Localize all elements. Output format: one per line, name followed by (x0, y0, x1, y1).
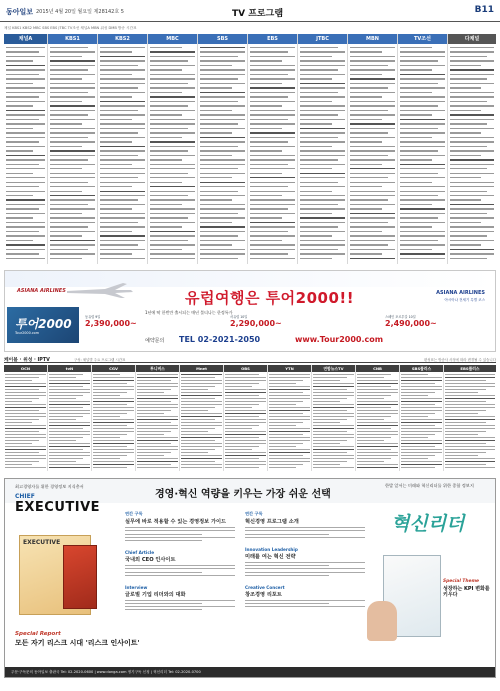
price-label: 서유럽 10일 (230, 315, 248, 319)
travel-banner-ad[interactable] (4, 270, 496, 352)
cover-title: EXECUTIVE (23, 539, 61, 546)
publication-name: 동아일보 (6, 8, 34, 16)
channel-subline: 채널 KBS1 KBS2 MBC SBS EBS JTBC TV조선 채널A MBN 위성 DMB 방송 시간표 (4, 26, 137, 30)
price-value: 2,390,000~ (85, 319, 137, 328)
cable-channel-column (312, 365, 356, 471)
channel-header: KBS2 (98, 34, 147, 44)
ad-block-heading: 연간 구독 (125, 511, 143, 516)
cable-program-listing (269, 374, 310, 471)
program-listing (300, 47, 345, 262)
special-theme-label: Special Theme (443, 579, 480, 584)
cable-channel-header: OCN (4, 365, 47, 372)
cable-program-listing (445, 374, 495, 471)
program-listing (200, 47, 245, 262)
channel-column (248, 34, 298, 264)
cable-channel-column (4, 365, 48, 471)
cable-channel-column (356, 365, 400, 471)
ad-block-title: 미래를 여는 혁신 전략 (245, 553, 296, 560)
page-number: B11 (474, 5, 494, 15)
cable-program-listing (5, 374, 46, 471)
channel-header: TV조선 (398, 34, 447, 44)
page-header (0, 0, 500, 22)
cable-program-listing (357, 374, 398, 471)
cable-channel-column (268, 365, 312, 471)
banner-headline: 유럽여행은 투어2000!! (185, 289, 355, 307)
report-kicker: Special Report (15, 631, 61, 637)
program-listing (50, 47, 95, 262)
channel-column (348, 34, 398, 264)
cable-program-listing (313, 374, 354, 471)
channel-column (198, 34, 248, 264)
cable-legend: 구성: 채널별 주요 프로그램 시간표 (74, 358, 126, 362)
channel-column (298, 34, 348, 264)
ad-block-heading: Interview (125, 584, 148, 590)
channel-column (398, 34, 448, 264)
magazine-cover-image-2 (63, 545, 97, 609)
ad-block (245, 547, 365, 576)
cable-title: 케이블 · 위성 · IPTV (4, 358, 50, 363)
issue-date: 2015년 4월 20일 월요일 제28142호 5 (36, 9, 124, 15)
price-label: 스페인 포르투갈 10일 (385, 315, 416, 319)
phone-label: 예약문의 (145, 338, 165, 344)
cable-channel-column (444, 365, 496, 471)
channel-header: MBC (148, 34, 197, 44)
section-title: TV 프로그램 (232, 9, 284, 19)
channel-column (4, 34, 48, 264)
program-listing (350, 47, 395, 262)
cable-program-listing (93, 374, 134, 471)
price-value: 2,290,000~ (230, 319, 282, 328)
cable-program-listing (225, 374, 266, 471)
airline-brand-sub: 아시아나 전세기 특별 코스 (444, 298, 485, 302)
cable-channel-header: OBS (224, 365, 267, 372)
ad-footer-text: 주문·구독문의 동아일보 출판국 Tel: 02-2020-0600 | www.donga.com 정기구독 신청 | 혁신리더 Tel: 02-2020-0700 (11, 670, 201, 674)
cable-channel-header: YTN (268, 365, 311, 372)
cable-section-header (4, 356, 496, 363)
phone-number[interactable]: TEL 02-2021-2050 (179, 335, 261, 344)
cable-program-listing (401, 374, 442, 471)
channel-column (448, 34, 496, 264)
tour-url-link[interactable]: www.Tour2000.com (295, 335, 384, 344)
cable-schedule-grid (4, 365, 496, 471)
ad-block (125, 550, 235, 576)
ad-block-title: 글로벌 기업 리더와의 대화 (125, 591, 186, 598)
cable-channel-column (180, 365, 224, 471)
channel-column (98, 34, 148, 264)
cable-channel-header: EBS플러스 (444, 365, 496, 372)
ad-block-heading: Creative Concert (245, 584, 285, 590)
cable-channel-header: CNB (356, 365, 399, 372)
ad-block-title: 실무에 바로 적용할 수 있는 경영정보 가이드 (125, 519, 227, 525)
price-list (85, 316, 495, 332)
ad-middle-column (245, 511, 365, 647)
program-listing (450, 47, 494, 262)
innovation-leader-logo: 혁신리더 (391, 513, 465, 535)
cable-channel-column (224, 365, 268, 471)
cable-channel-column (136, 365, 180, 471)
channel-column (48, 34, 98, 264)
tour-logo-text: 투어2000 (15, 317, 72, 331)
cable-channel-header: Mnet (180, 365, 223, 372)
cable-channel-column (400, 365, 444, 471)
airline-brand-left: ASIANA AIRLINES (17, 288, 66, 294)
innovation-kicker: 한발 앞서는 미래와 혁신리더를 위한 종합 정보지 (385, 483, 474, 488)
logo-small: CHIEF (15, 493, 35, 500)
channel-header: EBS (248, 34, 297, 44)
ad-block (125, 511, 235, 541)
cable-channel-column (48, 365, 92, 471)
cable-channel-header: 연합뉴스TV (312, 365, 355, 372)
ad-block-heading: Innovation Leadership (245, 546, 298, 552)
channel-column (148, 34, 198, 264)
program-listing (150, 47, 195, 262)
ad-block-title: 창조경영 리포트 (245, 591, 282, 598)
logo-big: EXECUTIVE (15, 500, 101, 515)
cable-channel-header: tvN (48, 365, 91, 372)
airplane-icon (65, 281, 135, 299)
special-theme-title: 성장하는 KPI 변화를 키우다 (443, 586, 490, 598)
channel-header: MBN (348, 34, 397, 44)
ad-headline: 경영·혁신 역량을 키우는 가장 쉬운 선택 (155, 489, 331, 500)
channel-header: KBS1 (48, 34, 97, 44)
ad-block (245, 585, 365, 608)
cable-note: 편성표는 방송사 사정에 따라 변경될 수 있습니다 (424, 358, 496, 362)
ad-block-heading: Chief Article (125, 549, 155, 555)
cable-program-listing (181, 374, 222, 471)
ad-block-title: 국내외 CEO 인사이트 (125, 556, 176, 563)
ad-block-title: 혁신경영 프로그램 소개 (245, 519, 299, 525)
cable-program-listing (137, 374, 178, 471)
channel-header: 다채널 (448, 34, 496, 44)
price-value: 2,490,000~ (385, 319, 437, 328)
ad-left-column (125, 511, 235, 647)
program-listing (400, 47, 445, 262)
cable-channel-header: SBS플러스 (400, 365, 443, 372)
cable-program-listing (49, 374, 90, 471)
magazine-ad[interactable] (4, 478, 496, 678)
ad-kicker: 최고경영자를 위한 경영정보 지식총서 (15, 484, 84, 489)
tour-logo-sub: Tour2000.com (15, 331, 40, 335)
airline-brand-right: ASIANA AIRLINES (436, 290, 485, 296)
program-listing (100, 47, 145, 262)
channel-header: 채널A (4, 34, 47, 44)
channel-header: SBS (198, 34, 247, 44)
program-listing (250, 47, 295, 262)
report-title: 모든 자기 리스크 시대 '리스크 인사이트' (15, 639, 140, 647)
tv-schedule-grid (4, 34, 496, 264)
cable-channel-header: CGV (92, 365, 135, 372)
banner-notice: 1년에 딱 한번만 출시되는 매년 불티나는 한정특가 (145, 310, 233, 315)
program-listing (6, 47, 45, 262)
channel-header: JTBC (298, 34, 347, 44)
ad-block (245, 511, 365, 538)
hand-image (367, 601, 397, 641)
ad-block-heading: 연간 구독 (245, 511, 263, 516)
cable-channel-header: 투니버스 (136, 365, 179, 372)
cable-channel-column (92, 365, 136, 471)
ad-block (125, 585, 235, 611)
chief-executive-logo (15, 493, 100, 515)
price-label: 동유럽 9일 (85, 315, 101, 319)
